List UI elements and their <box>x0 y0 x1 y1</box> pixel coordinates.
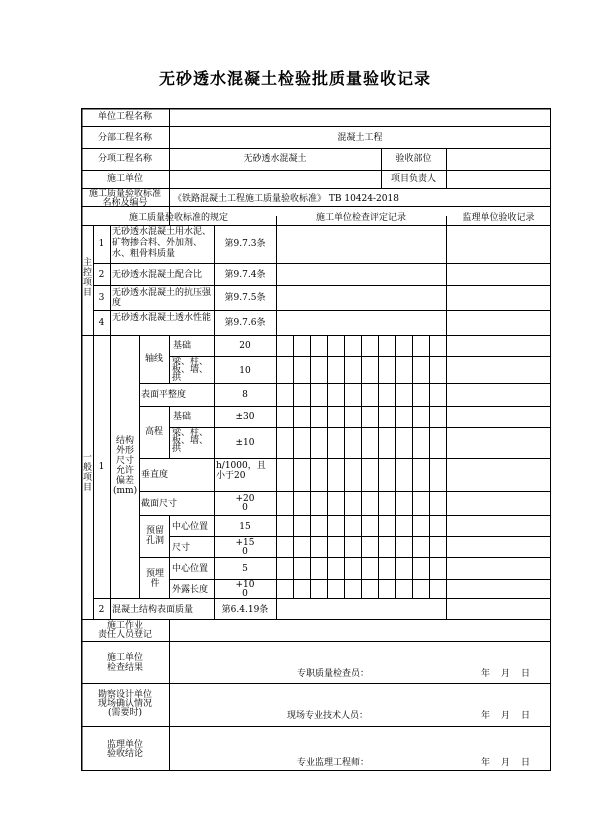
main-item-desc-2: 无砂透水混凝土配合比 <box>112 270 203 280</box>
unit-project-label: 单位工程名称 <box>97 112 152 122</box>
tech-month: 月 <box>501 711 511 721</box>
axis-sub-members: 梁、柱、板、墙、拱 <box>172 357 209 383</box>
construction-unit-label: 施工单位 <box>106 174 143 184</box>
supervision-label-line1: 监理单位 <box>106 740 143 750</box>
main-item-no-3: 3 <box>98 293 105 303</box>
engineer-label: 专业监理工程师： <box>297 758 370 768</box>
engineer-year: 年 <box>481 758 491 768</box>
main-item-desc-1: 无砂透水混凝土用水泥、矿物掺合料、外加剂、水、粗骨料质量 <box>112 227 212 259</box>
section-value-top: +20 <box>235 494 255 504</box>
elevation-label: 高程 <box>144 427 163 437</box>
main-item-desc-4: 无砂透水混凝土透水性能 <box>112 313 212 323</box>
division-label: 分部工程名称 <box>97 133 152 143</box>
design-label-line2: 现场确认情况 <box>97 699 152 709</box>
tech-year: 年 <box>481 711 491 721</box>
dimension-deviation-label: 结构外形尺寸允许偏差(mm) <box>113 436 138 496</box>
subdivision-label: 分项工程名称 <box>97 154 152 164</box>
hole-sub-center: 中心位置 <box>172 522 209 532</box>
section-label: 截面尺寸 <box>141 499 178 509</box>
embed-label: 预埋件 <box>145 569 164 589</box>
standard-value: 《铁路混凝土工程施工质量验收标准》 TB 10424-2018 <box>173 194 399 204</box>
inspector-year: 年 <box>481 669 491 679</box>
supervision-label-line2: 验收结论 <box>106 749 143 759</box>
axis-value-foundation: 20 <box>239 341 251 351</box>
hole-sub-size: 尺寸 <box>172 543 191 553</box>
surface-quality-label: 混凝土结构表面质量 <box>112 605 194 615</box>
embed-sub-center: 中心位置 <box>172 564 209 574</box>
engineer-day: 日 <box>521 758 531 768</box>
construction-result-line2: 检查结果 <box>106 663 143 673</box>
registry-label-line1: 施工作业 <box>106 621 143 631</box>
subdivision-value[interactable]: 无砂透水混凝土 <box>243 154 307 164</box>
main-item-clause-4: 第9.7.6条 <box>224 318 266 328</box>
tech-label: 现场专业技术人员： <box>287 711 369 721</box>
standard-label-line2: 名称及编号 <box>102 198 148 208</box>
acceptance-part-label: 验收部位 <box>395 154 432 164</box>
acceptance-record-form <box>81 108 551 771</box>
inspector-month: 月 <box>501 669 511 679</box>
verticality-label: 垂直度 <box>141 470 169 480</box>
hole-value-size-bottom: 0 <box>242 547 248 557</box>
embed-sub-exposed: 外露长度 <box>172 585 209 595</box>
embed-value-exposed-bottom: 0 <box>242 589 248 599</box>
design-label-line1: 勘察设计单位 <box>97 690 152 700</box>
surface-quality-clause: 第6.4.19条 <box>221 605 269 615</box>
hole-value-center: 15 <box>239 522 251 532</box>
general-items-group-label: 一般项目 <box>82 453 92 493</box>
elevation-sub-foundation: 基础 <box>173 412 192 422</box>
page-title: 无砂透水混凝土检验批质量验收记录 <box>158 69 431 88</box>
axis-value-members: 10 <box>239 366 251 376</box>
embed-value-exposed-top: +10 <box>235 580 255 590</box>
verticality-value: h/1000，且小于20 <box>216 461 266 481</box>
tech-day: 日 <box>521 711 531 721</box>
col-header-supervision: 监理单位验收记录 <box>462 213 535 223</box>
general-item-no-1: 1 <box>98 462 105 472</box>
design-label-line3: (需要时) <box>107 708 143 718</box>
general-item-no-2: 2 <box>98 605 105 615</box>
project-manager-label: 项目负责人 <box>390 174 436 184</box>
section-value-bottom: 0 <box>242 503 248 513</box>
col-header-spec: 施工质量验收标准的规定 <box>128 213 228 223</box>
standard-label-line1: 施工质量验收标准 <box>88 189 161 199</box>
inspector-day: 日 <box>521 669 531 679</box>
main-item-no-1: 1 <box>98 239 105 249</box>
main-items-group-label: 主控项目 <box>82 258 92 298</box>
hole-label: 预留孔洞 <box>145 526 164 546</box>
elevation-value-foundation: ±30 <box>235 412 255 422</box>
registry-label-line2: 责任人员登记 <box>97 630 152 640</box>
main-item-no-4: 4 <box>98 318 105 328</box>
division-value[interactable]: 混凝土工程 <box>337 133 383 143</box>
main-item-desc-3: 无砂透水混凝土的抗压强度 <box>112 288 212 308</box>
engineer-month: 月 <box>501 758 511 768</box>
flatness-value: 8 <box>242 390 248 400</box>
construction-result-line1: 施工单位 <box>106 653 143 663</box>
main-item-no-2: 2 <box>98 270 105 280</box>
embed-value-center: 5 <box>242 564 248 574</box>
main-item-clause-3: 第9.7.5条 <box>224 293 266 303</box>
axis-sub-foundation: 基础 <box>173 341 192 351</box>
axis-label: 轴线 <box>144 354 163 364</box>
elevation-value-members: ±10 <box>235 438 255 448</box>
inspector-label: 专职质量检查员： <box>297 669 370 679</box>
hole-value-size-top: +15 <box>235 538 255 548</box>
col-header-construction-check: 施工单位检查评定记录 <box>315 213 406 223</box>
flatness-label: 表面平整度 <box>141 390 187 400</box>
main-item-clause-1: 第9.7.3条 <box>224 239 266 249</box>
elevation-sub-members: 梁、柱、板、墙、拱 <box>172 428 209 454</box>
main-item-clause-2: 第9.7.4条 <box>224 270 266 280</box>
